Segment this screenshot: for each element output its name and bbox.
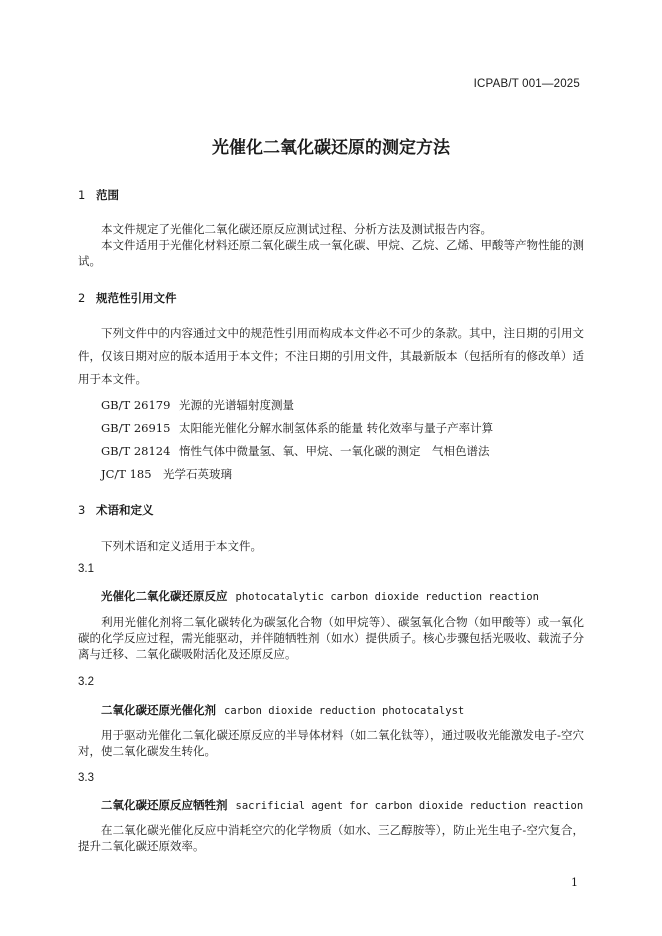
section-title: 规范性引用文件 <box>96 291 177 305</box>
term-english: photocatalytic carbon dioxide reduction reaction <box>235 591 539 603</box>
reference-item: GB/T 26179 光源的光谱辐射度测量 <box>101 398 294 412</box>
term-entry <box>101 702 464 718</box>
section-heading-terms <box>78 502 154 518</box>
terms-intro: 下列术语和定义适用于本文件。 <box>101 539 262 553</box>
section-number: 1 <box>78 188 86 202</box>
term-chinese: 光催化二氧化碳还原反应 <box>101 589 228 603</box>
term-definition: 利用光催化剂将二氧化碳转化为碳氢化合物（如甲烷等）、碳氢氧化合物（如甲酸等）或一氧化碳的化学反应过程，需光能驱动，并伴随牺牲剂（如水）提供质子。核心步骤包括光吸收、载流子分离与迁移、二氧化碳吸附活化及还原反应。 <box>78 615 584 661</box>
term-entry <box>101 797 583 813</box>
scope-paragraph-2: 本文件适用于光催化材料还原二氧化碳生成一氧化碳、甲烷、乙烷、乙烯、甲酸等产物性能的测试。 <box>78 238 584 268</box>
section-number: 2 <box>78 291 86 305</box>
term-definition: 用于驱动光催化二氧化碳还原反应的半导体材料（如二氧化钛等），通过吸收光能激发电子-空穴对，使二氧化碳发生转化。 <box>78 728 584 758</box>
section-title: 范围 <box>96 188 119 202</box>
term-chinese: 二氧化碳还原光催化剂 <box>101 703 216 717</box>
normative-intro: 下列文件中的内容通过文中的规范性引用而构成本文件必不可少的条款。其中，注日期的引用文件，仅该日期对应的版本适用于本文件；不注日期的引用文件，其最新版本（包括所有的修改单）适用于本文件。 <box>78 326 584 386</box>
term-number: 3.3 <box>78 772 94 784</box>
term-english: carbon dioxide reduction photocatalyst <box>224 705 465 717</box>
reference-item: GB/T 28124 惰性气体中微量氢、氧、甲烷、一氧化碳的测定 气相色谱法 <box>101 444 490 458</box>
term-chinese: 二氧化碳还原反应牺牲剂 <box>101 798 228 812</box>
reference-item: GB/T 26915 太阳能光催化分解水制氢体系的能量 转化效率与量子产率计算 <box>101 421 494 435</box>
term-number: 3.1 <box>78 563 94 575</box>
document-title: 光催化二氧化碳还原的测定方法 <box>212 138 450 158</box>
term-entry <box>101 588 539 604</box>
section-number: 3 <box>78 503 86 517</box>
term-definition: 在二氧化碳光催化反应中消耗空穴的化学物质（如水、三乙醇胺等），防止光生电子-空穴复合，提升二氧化碳还原效率。 <box>78 823 584 853</box>
reference-item: JC/T 185 光学石英玻璃 <box>101 467 232 481</box>
standard-code: ICPAB/T 001—2025 <box>473 78 580 90</box>
term-number: 3.2 <box>78 676 94 688</box>
page-number: 1 <box>571 876 578 889</box>
section-heading-scope <box>78 187 119 203</box>
section-heading-normative <box>78 290 177 306</box>
term-english: sacrificial agent for carbon dioxide reduction reaction <box>235 800 584 812</box>
scope-paragraph-1: 本文件规定了光催化二氧化碳还原反应测试过程、分析方法及测试报告内容。 <box>101 222 492 236</box>
section-title: 术语和定义 <box>96 503 154 517</box>
